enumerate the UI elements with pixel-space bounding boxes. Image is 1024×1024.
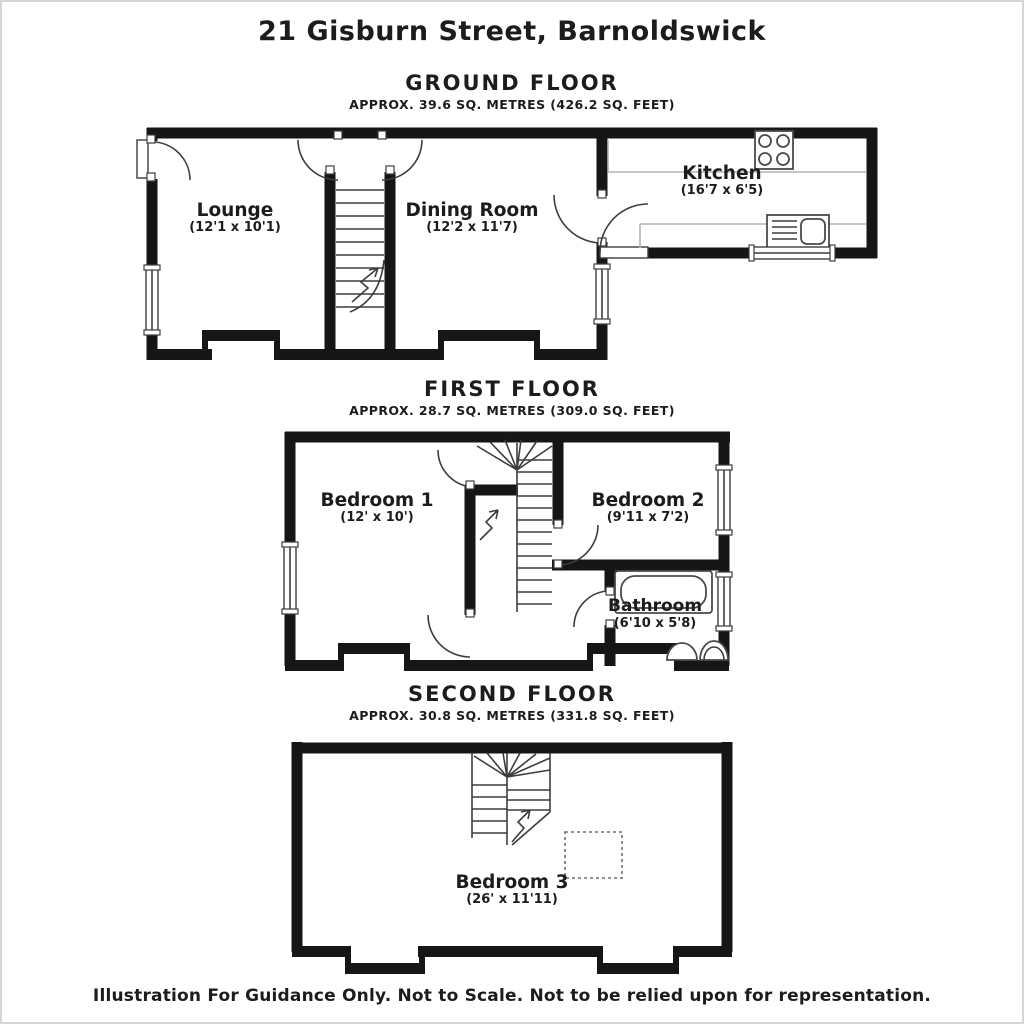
staircase-second xyxy=(472,753,550,845)
dining-name: Dining Room xyxy=(405,200,539,221)
kitchen-name: Kitchen xyxy=(682,163,762,184)
ground-stair-enclosure-walls xyxy=(330,172,390,354)
second-floor-plan xyxy=(280,735,745,995)
second-floor-heading: SECOND FLOOR xyxy=(408,682,616,706)
second-floor-area: APPROX. 30.8 SQ. METRES (331.8 SQ. FEET) xyxy=(349,708,675,723)
room-label-bedroom3 xyxy=(455,872,568,908)
lounge-dims: (12'1 x 10'1) xyxy=(189,220,281,236)
lounge-window xyxy=(144,265,160,335)
sink-symbol xyxy=(767,215,829,248)
lounge-name: Lounge xyxy=(196,200,274,221)
bedroom1-window xyxy=(282,542,298,614)
room-label-bedroom2 xyxy=(591,490,704,526)
first-outer-walls xyxy=(285,432,730,671)
bedroom1-top-door xyxy=(438,450,475,489)
ground-floor-area: APPROX. 39.6 SQ. METRES (426.2 SQ. FEET) xyxy=(349,97,675,112)
first-floor-area: APPROX. 28.7 SQ. METRES (309.0 SQ. FEET) xyxy=(349,403,675,418)
page-title: 21 Gisburn Street, Barnoldswick xyxy=(258,16,766,47)
room-label-dining xyxy=(405,200,538,236)
bedroom2-dims: (9'11 x 7'2) xyxy=(606,510,690,526)
front-door xyxy=(137,135,190,181)
kitchen-dims: (16'7 x 6'5) xyxy=(680,183,764,199)
dining-hall-door xyxy=(554,190,606,246)
bathroom-name: Bathroom xyxy=(607,596,703,616)
first-floor-plan xyxy=(275,425,740,680)
bedroom1-name: Bedroom 1 xyxy=(320,490,434,511)
kitchen-window xyxy=(749,245,835,261)
bedroom3-name: Bedroom 3 xyxy=(455,872,569,893)
ground-floor-plan xyxy=(120,122,890,367)
staircase-first xyxy=(477,440,552,612)
room-label-bedroom1 xyxy=(320,490,433,526)
bathroom-window xyxy=(716,572,732,631)
hall-door xyxy=(428,609,474,657)
room-label-kitchen xyxy=(681,163,764,199)
bedroom3-dims: (26' x 11'11) xyxy=(466,892,558,908)
first-internal-walls xyxy=(465,437,724,666)
bedroom2-window xyxy=(716,465,732,535)
bedroom2-name: Bedroom 2 xyxy=(591,490,705,511)
bedroom1-dims: (12' x 10') xyxy=(340,510,414,526)
dining-window xyxy=(594,264,610,324)
first-floor-heading: FIRST FLOOR xyxy=(424,377,600,401)
staircase-ground xyxy=(336,190,384,312)
skylight-dashed-outline xyxy=(565,832,622,878)
bathroom-dims: (6'10 x 5'8) xyxy=(613,615,697,631)
disclaimer-text: Illustration For Guidance Only. Not to Scale. Not to be relied upon for representation. xyxy=(92,986,932,1006)
room-label-bathroom xyxy=(608,597,702,631)
room-label-lounge xyxy=(189,200,281,236)
dining-dims: (12'2 x 11'7) xyxy=(426,220,518,236)
ground-floor-heading: GROUND FLOOR xyxy=(405,71,619,95)
